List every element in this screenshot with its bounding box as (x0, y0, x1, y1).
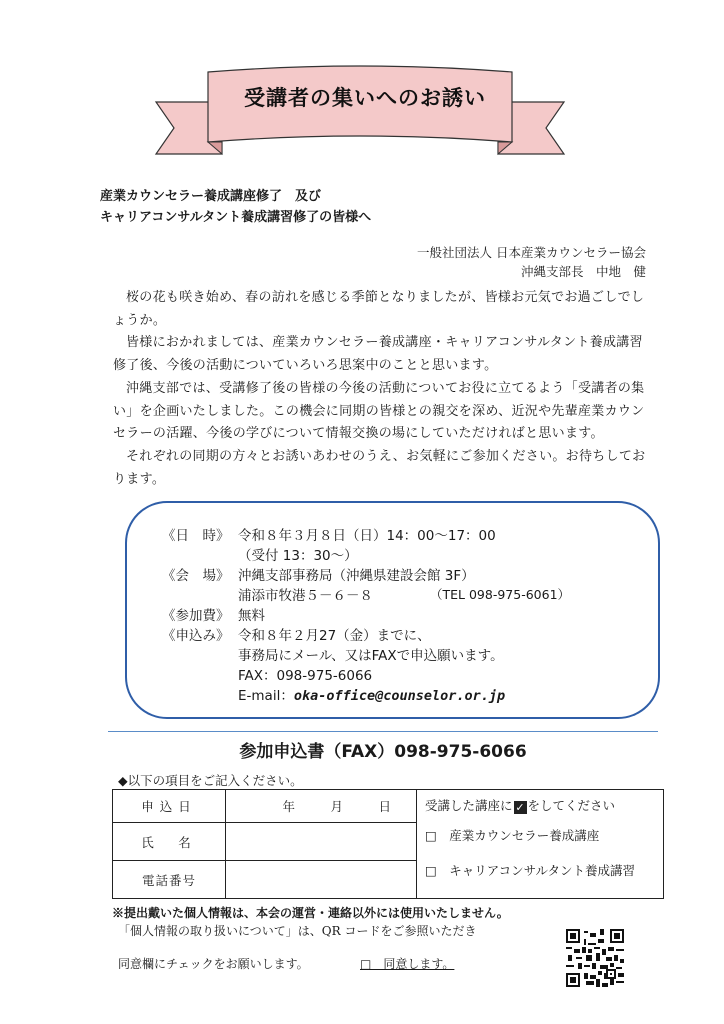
date-value: 令和８年３月８日（日）14：00～17：00 (238, 528, 496, 544)
letter-paragraph: 皆様におかれましては、産業カウンセラー養成講座・キャリアコンサルタント養成講習修了後、今後の活動についていろいろ思案中のことと思います。 (113, 335, 643, 374)
name-label: 氏 名 (113, 823, 226, 861)
venue-value: 沖縄支部事務局（沖縄県建設会館 3F） (238, 568, 475, 584)
course-prompt (425, 796, 655, 821)
reception-time: （受付 13：30～） (238, 548, 358, 564)
checkmark-icon: ✓ (515, 801, 525, 814)
course-option-counselor[interactable]: □ 産業カウンセラー養成講座 (425, 828, 600, 843)
fee-value: 無料 (238, 608, 265, 624)
email-address[interactable]: oka-office@counselor.or.jp (293, 688, 506, 704)
apply-method: 事務局にメール、又はFAXで申込願います。 (238, 648, 504, 664)
application-date-label: 申込日 (113, 790, 226, 823)
agree-checkbox[interactable]: □ 同意します。 (360, 957, 455, 971)
course-option-career[interactable]: □ キャリアコンサルタント養成講習 (425, 863, 636, 878)
day-label: 日 (378, 799, 391, 814)
sender-organization: 一般社団法人 日本産業カウンセラー協会 (417, 245, 646, 260)
addressee-line-2: キャリアコンサルタント養成講習修了の皆様へ (100, 210, 372, 225)
letter-paragraph: それぞれの同期の方々とお誘いあわせのうえ、お気軽にご参加ください。お待ちしております。 (113, 448, 646, 487)
letter-paragraph: 沖縄支部では、受講修了後の皆様の今後の活動についてお役に立てるよう「受講者の集い」を企画いたしました。この機会に同期の皆様との親交を深め、近況や先輩産業カウンセラーの活躍、今後の学びについて情報交換の場にしていただければと思います。 (113, 380, 645, 442)
application-date-field[interactable] (226, 790, 417, 823)
email-prefix: E-mail： (238, 688, 294, 704)
qr-code-icon[interactable] (566, 929, 624, 987)
fee-label: 《参加費》 (162, 608, 230, 624)
phone-label: 電話番号 (113, 861, 226, 899)
course-selection-cell (417, 790, 664, 899)
year-label: 年 (282, 799, 296, 814)
date-label: 《日 時》 (162, 528, 230, 544)
month-label: 月 (330, 799, 343, 814)
qr-note: 「個人情報の取り扱いについて」は、QR コードをご参照いただき (118, 924, 477, 938)
name-field[interactable] (226, 823, 417, 861)
form-instruction: ◆以下の項目をご記入ください。 (118, 773, 303, 788)
apply-label: 《申込み》 (162, 628, 230, 644)
consent-request: 同意欄にチェックをお願いします。 (118, 957, 309, 971)
venue-label: 《会 場》 (162, 568, 230, 584)
page-title: 受講者の集いへのお誘い (244, 85, 486, 110)
course-prompt-before: 受講した講座に (425, 798, 513, 813)
letter-paragraph: 桜の花も咲き始め、春の訪れを感じる季節となりましたが、皆様お元気でお過ごしでしょうか。 (113, 290, 645, 328)
letter-body (113, 287, 653, 491)
application-form-table (112, 789, 664, 899)
venue-address: 浦添市牧港５－６－８ (238, 588, 373, 604)
privacy-notice: ※提出戴いた個人情報は、本会の運営・連絡以外には使用いたしません。 (112, 906, 509, 920)
section-divider (108, 731, 658, 732)
fax-number: FAX：098-975-6066 (238, 668, 373, 684)
apply-deadline: 令和８年２月27（金）までに、 (238, 628, 431, 644)
ribbon-banner (150, 62, 570, 162)
phone-field[interactable] (226, 861, 417, 899)
venue-tel: （TEL 098-975-6061） (430, 587, 571, 602)
sender-chief: 沖縄支部長 中地 健 (520, 264, 646, 279)
form-title: 参加申込書（FAX）098-975-6066 (239, 742, 527, 762)
email-line (238, 684, 505, 704)
addressee-line-1: 産業カウンセラー養成講座修了 及び (100, 189, 322, 204)
course-prompt-after: をしてください (527, 798, 616, 813)
